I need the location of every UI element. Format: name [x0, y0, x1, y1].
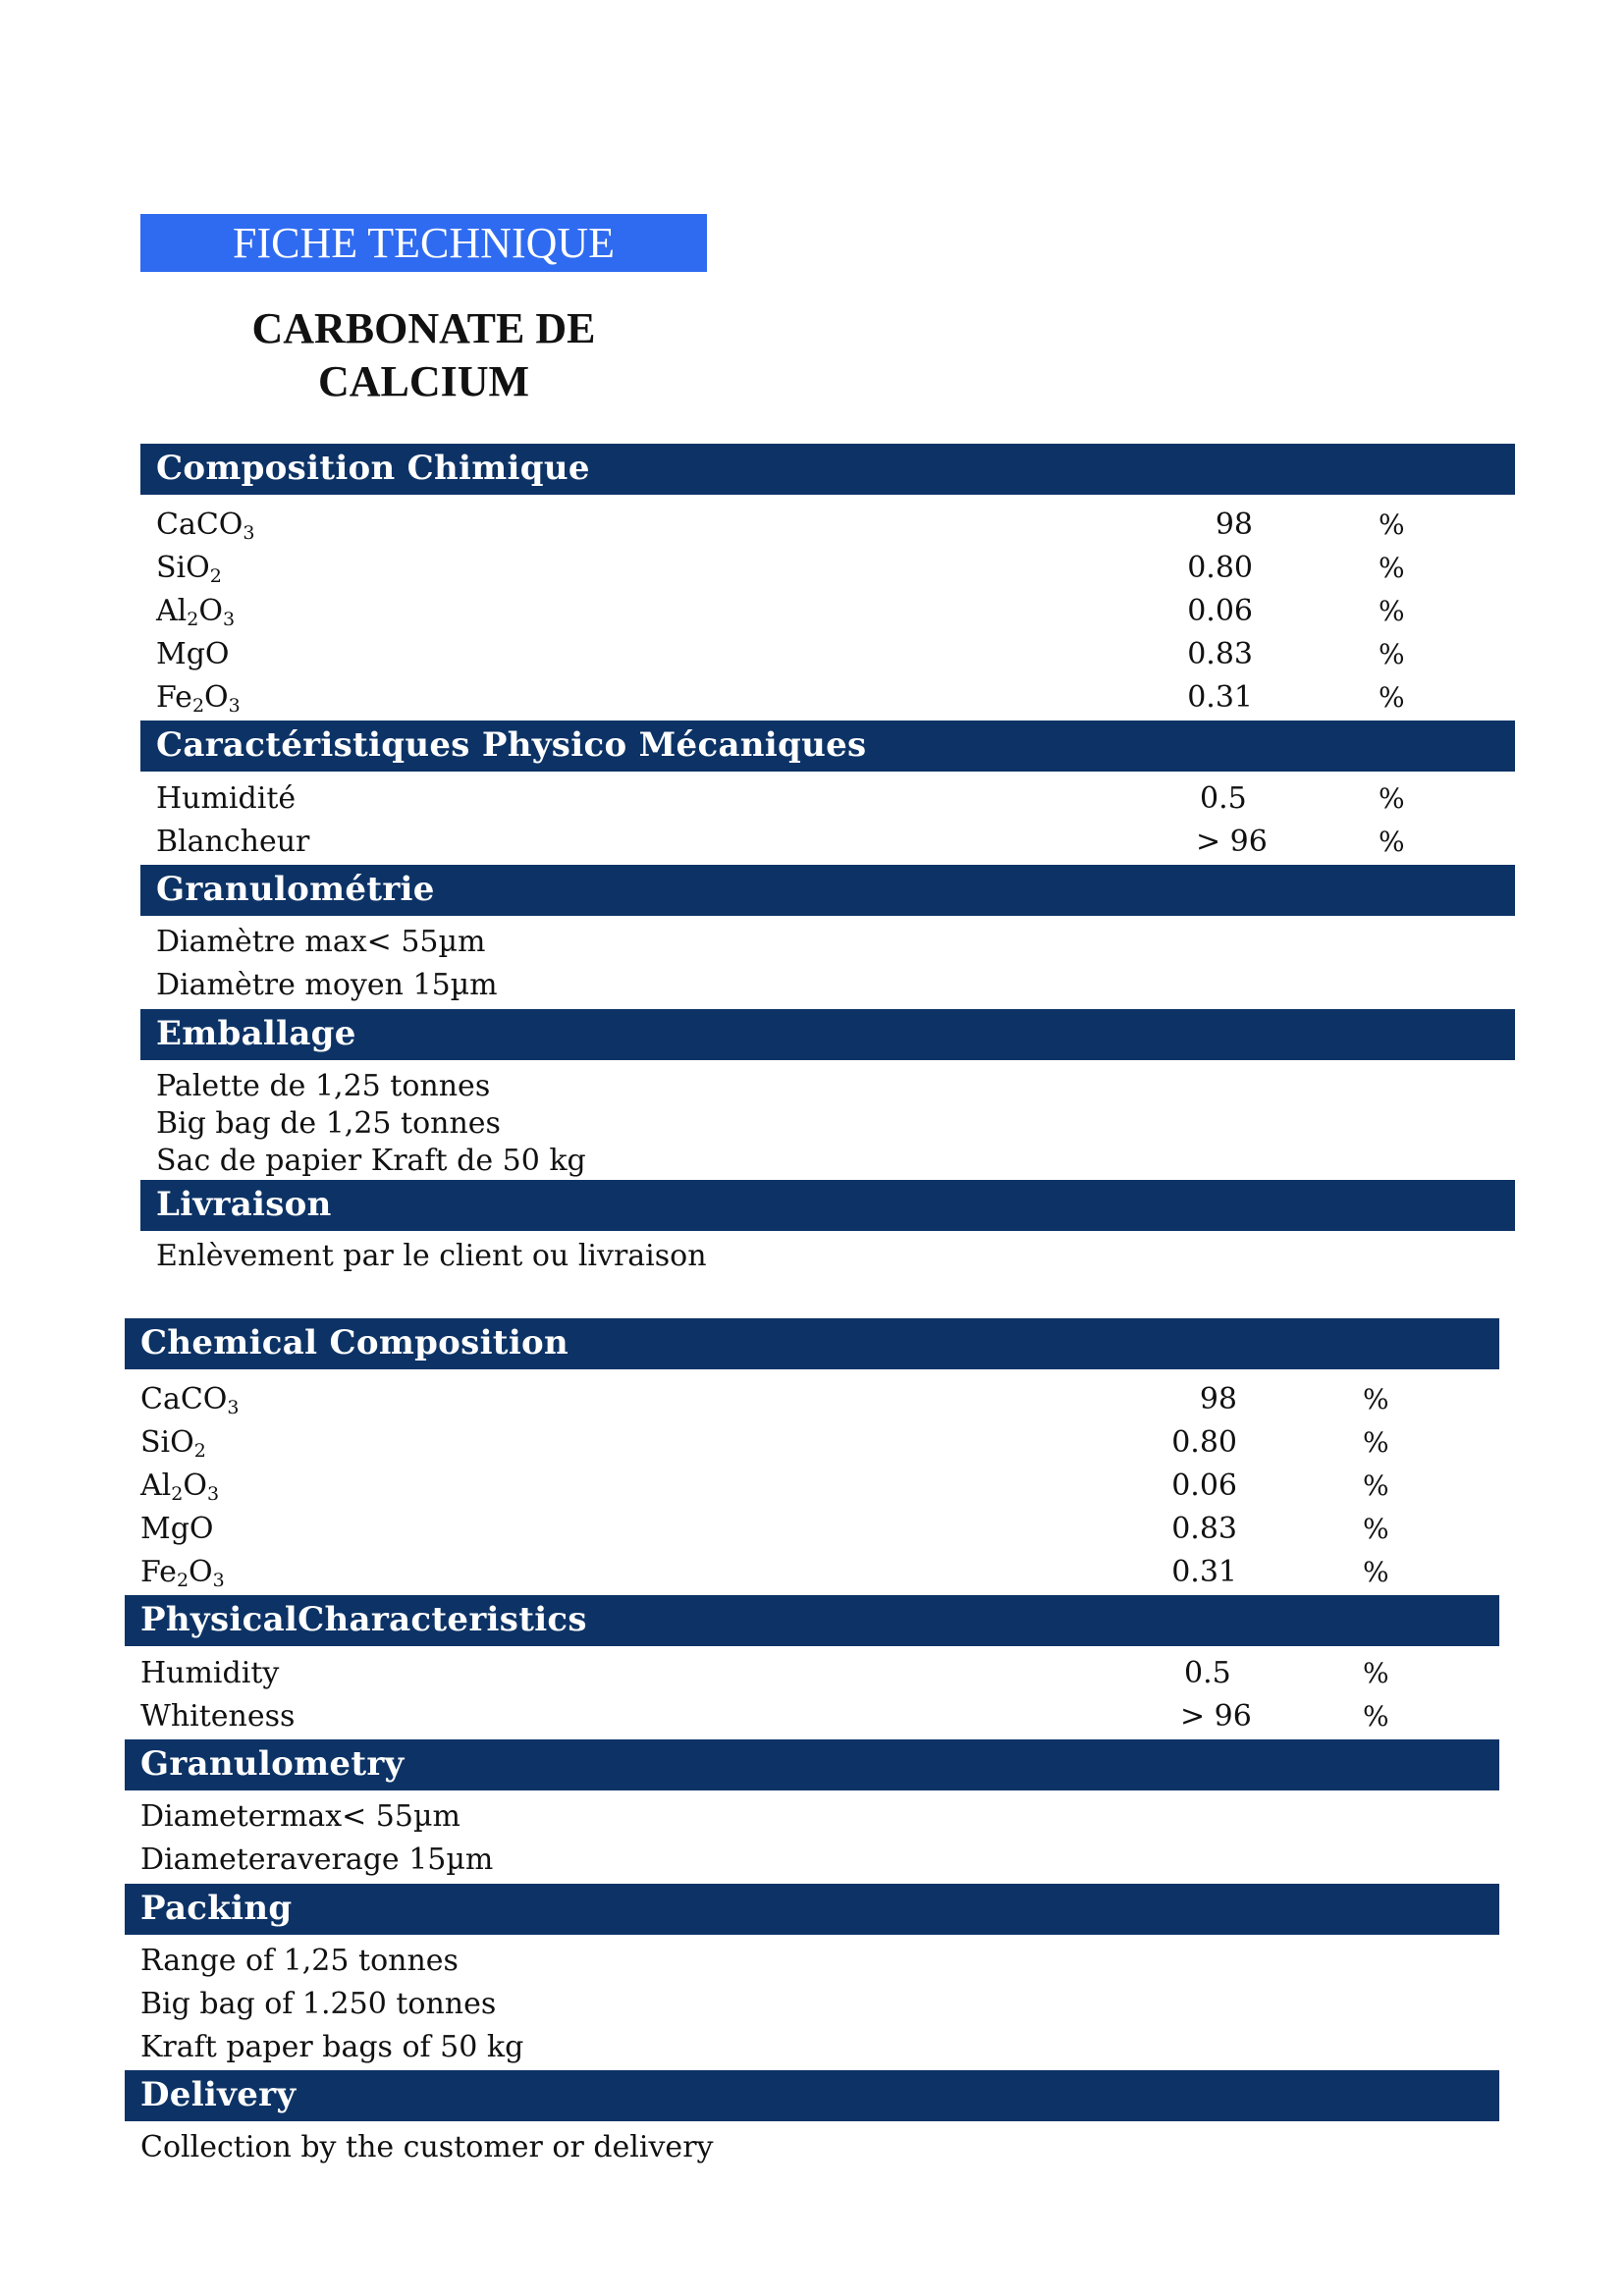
physical-label-fr-whiteness: Blancheur [156, 825, 310, 859]
composition-unit-en-al2o3: % [1363, 1469, 1389, 1502]
physical-unit-en-whiteness: % [1363, 1700, 1389, 1733]
packing-line-fr-3: Sac de papier Kraft de 50 kg [156, 1144, 586, 1178]
packing-line-fr-1: Palette de 1,25 tonnes [156, 1069, 491, 1103]
composition-value-fr-fe2o3: 0.31 [1187, 680, 1253, 715]
granulo-line-fr-max: Diamètre max< 55µm [156, 925, 486, 959]
physical-label-en-humidity: Humidity [140, 1656, 280, 1690]
composition-row-fr-al2o3: $Al_2O_3$ [156, 594, 236, 630]
composition-row-en-mgo: MgO [140, 1512, 214, 1546]
physical-value-en-humidity: 0.5 [1184, 1656, 1231, 1690]
section-header-granulo-fr: Granulométrie [140, 865, 1515, 916]
granulo-line-en-max: Diametermax< 55µm [140, 1799, 460, 1834]
composition-value-fr-mgo: 0.83 [1187, 637, 1253, 671]
composition-row-en-al2o3: $Al_2O_3$ [140, 1468, 220, 1505]
composition-value-fr-al2o3: 0.06 [1187, 594, 1253, 628]
composition-row-fr-sio2: SiO$_2$ [156, 551, 222, 587]
section-header-delivery-en: Delivery [125, 2070, 1499, 2121]
composition-row-en-caco3: CaCO$_3$ [140, 1382, 240, 1418]
packing-line-en-3: Kraft paper bags of 50 kg [140, 2030, 524, 2064]
composition-unit-fr-fe2o3: % [1379, 681, 1405, 714]
composition-row-fr-fe2o3: $Fe_2O_3$ [156, 680, 241, 717]
physical-unit-en-humidity: % [1363, 1657, 1389, 1689]
section-header-composition-fr: Composition Chimique [140, 444, 1515, 495]
physical-value-fr-humidity: 0.5 [1200, 781, 1247, 816]
physical-label-en-whiteness: Whiteness [140, 1699, 296, 1734]
composition-unit-fr-al2o3: % [1379, 595, 1405, 627]
composition-row-en-sio2: SiO$_2$ [140, 1425, 206, 1462]
packing-line-en-2: Big bag of 1.250 tonnes [140, 1987, 497, 2021]
section-header-granulo-en: Granulometry [125, 1739, 1499, 1790]
composition-value-en-al2o3: 0.06 [1171, 1468, 1237, 1503]
banner-text: FICHE TECHNIQUE [232, 218, 616, 267]
section-header-packing-en: Packing [125, 1884, 1499, 1935]
composition-value-fr-sio2: 0.80 [1187, 551, 1253, 585]
composition-unit-en-caco3: % [1363, 1383, 1389, 1415]
physical-label-fr-humidity: Humidité [156, 781, 297, 816]
physical-unit-fr-whiteness: % [1379, 826, 1405, 858]
packing-line-fr-2: Big bag de 1,25 tonnes [156, 1106, 501, 1141]
section-header-delivery-fr: Livraison [140, 1180, 1515, 1231]
composition-unit-en-sio2: % [1363, 1426, 1389, 1459]
composition-unit-en-fe2o3: % [1363, 1556, 1389, 1588]
composition-row-en-fe2o3: $Fe_2O_3$ [140, 1555, 225, 1591]
delivery-line-en: Collection by the customer or delivery [140, 2130, 714, 2164]
composition-row-fr-mgo: MgO [156, 637, 230, 671]
composition-unit-fr-mgo: % [1379, 638, 1405, 670]
composition-value-en-sio2: 0.80 [1171, 1425, 1237, 1460]
composition-unit-fr-caco3: % [1379, 508, 1405, 541]
title-line-2: CALCIUM [317, 357, 530, 405]
physical-value-fr-whiteness: > 96 [1196, 825, 1268, 859]
physical-value-en-whiteness: > 96 [1180, 1699, 1252, 1734]
composition-unit-en-mgo: % [1363, 1513, 1389, 1545]
document-banner [140, 214, 707, 272]
composition-unit-fr-sio2: % [1379, 552, 1405, 584]
delivery-line-fr: Enlèvement par le client ou livraison [156, 1239, 707, 1273]
section-header-packing-fr: Emballage [140, 1009, 1515, 1060]
composition-value-en-mgo: 0.83 [1171, 1512, 1237, 1546]
composition-value-en-fe2o3: 0.31 [1171, 1555, 1237, 1589]
section-header-composition-en: Chemical Composition [125, 1318, 1499, 1369]
packing-line-en-1: Range of 1,25 tonnes [140, 1944, 459, 1978]
physical-unit-fr-humidity: % [1379, 782, 1405, 815]
granulo-line-en-average: Diameteraverage 15µm [140, 1842, 494, 1877]
granulo-line-fr-average: Diamètre moyen 15µm [156, 968, 498, 1002]
section-header-physical-fr: Caractéristiques Physico Mécaniques [140, 721, 1515, 772]
document-title [140, 302, 707, 408]
composition-value-en-caco3: 98 [1199, 1382, 1237, 1416]
title-line-1: CARBONATE DE [251, 304, 596, 352]
composition-value-fr-caco3: 98 [1215, 507, 1253, 542]
composition-row-fr-caco3: CaCO$_3$ [156, 507, 255, 544]
section-header-physical-en: PhysicalCharacteristics [125, 1595, 1499, 1646]
